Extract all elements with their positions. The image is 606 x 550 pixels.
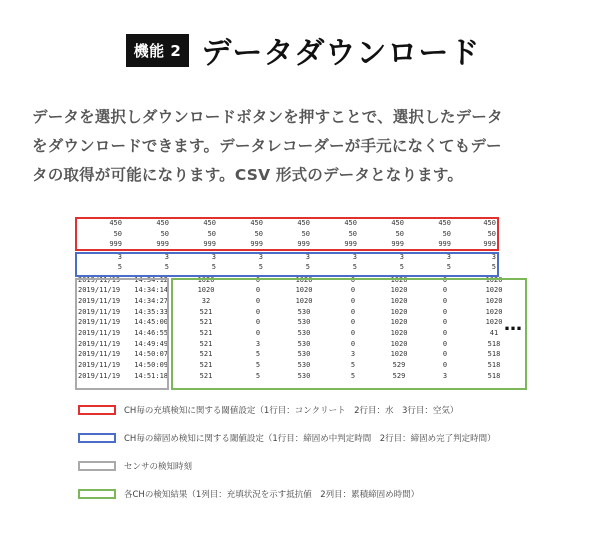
table-cell: 2019/11/19 — [78, 371, 121, 380]
table-cell: 3 — [117, 252, 122, 261]
result-highlight-box — [171, 278, 527, 390]
table-cell: 1020 — [390, 296, 408, 305]
table-cell: 450 — [250, 219, 263, 227]
table-cell: 450 — [391, 219, 404, 227]
table-cell: 530 — [297, 361, 311, 370]
table-cell: 14:35:33 — [134, 307, 168, 316]
table-cell: 530 — [297, 339, 311, 348]
table-cell: 450 — [109, 219, 122, 227]
table-cell: 999 — [344, 240, 357, 248]
table-cell: 0 — [350, 318, 356, 327]
table-cell: 3 — [442, 371, 448, 380]
table-cell: 50 — [442, 229, 451, 238]
table-cell: 0 — [442, 339, 448, 348]
table-cell: 2019/11/19 — [78, 329, 121, 337]
table-cell: 450 — [438, 219, 451, 227]
table-cell: 1020 — [485, 307, 503, 316]
table-cell: 521 — [199, 350, 213, 359]
table-cell: 0 — [255, 275, 261, 284]
table-cell: 5 — [399, 263, 404, 271]
table-cell: 5 — [211, 263, 216, 271]
table-cell: 0 — [255, 318, 261, 327]
table-cell: 41 — [489, 329, 499, 337]
table-cell: 50 — [301, 229, 310, 238]
table-cell: 3 — [255, 339, 261, 348]
table-cell: 0 — [255, 296, 261, 305]
table-cell: 3 — [211, 252, 216, 261]
table-cell: 3 — [399, 252, 404, 261]
table-cell: 3 — [258, 252, 263, 261]
table-cell: 3 — [352, 252, 357, 261]
time-highlight-box — [75, 278, 169, 390]
table-cell: 1020 — [485, 286, 503, 295]
table-cell: 1020 — [485, 318, 503, 327]
table-cell: 1020 — [295, 296, 313, 305]
legend-item-cure — [78, 432, 496, 444]
table-cell: 0 — [442, 318, 448, 327]
table-cell: 14:50:09 — [134, 361, 168, 370]
legend-item-threshold — [78, 404, 458, 416]
page-title: データダウンロード — [201, 36, 481, 71]
table-cell: 1020 — [390, 307, 408, 316]
description-line: をダウンロードできます。データレコーダーが手元になくてもデー — [32, 137, 502, 155]
table-cell: 999 — [483, 240, 496, 248]
table-cell: 14:34:14 — [134, 286, 168, 295]
table-cell: 1020 — [390, 318, 408, 327]
table-cell: 5 — [491, 263, 496, 271]
table-cell: 530 — [297, 329, 311, 337]
table-cell: 530 — [297, 350, 311, 359]
cure-highlight-box — [75, 252, 499, 277]
table-cell: 0 — [442, 350, 448, 359]
table-cell: 0 — [442, 329, 448, 337]
legend-item-time — [78, 460, 192, 472]
more-columns-indicator: … — [504, 314, 523, 335]
legend-text: 各CHの検知結果（1列目：充填状況を示す抵抗値 2列目：累積締固め時間） — [124, 490, 420, 500]
table-cell: 0 — [442, 275, 448, 284]
table-cell: 1020 — [485, 296, 503, 305]
table-cell: 5 — [446, 263, 451, 271]
table-cell: 1020 — [295, 286, 313, 295]
table-cell: 0 — [255, 286, 261, 295]
legend-swatch — [78, 489, 116, 499]
table-cell: 0 — [350, 296, 356, 305]
table-cell: 0 — [442, 307, 448, 316]
table-cell: 521 — [199, 307, 213, 316]
table-cell: 3 — [350, 350, 356, 359]
table-cell: 0 — [350, 275, 356, 284]
table-cell: 999 — [250, 240, 263, 248]
table-cell: 3 — [446, 252, 451, 261]
table-cell: 2019/11/19 — [78, 361, 121, 370]
table-cell: 1020 — [197, 275, 215, 284]
table-cell: 0 — [350, 307, 356, 316]
table-cell: 50 — [207, 229, 216, 238]
table-cell: 5 — [305, 263, 310, 271]
table-cell: 999 — [391, 240, 404, 248]
legend-swatch — [78, 433, 116, 443]
table-cell: 5 — [350, 371, 356, 380]
threshold-highlight-box — [75, 217, 499, 251]
table-cell: 14:49:49 — [134, 339, 168, 348]
table-cell: 0 — [255, 307, 261, 316]
table-cell: 5 — [255, 361, 261, 370]
legend-swatch — [78, 461, 116, 471]
legend-text: CH毎の締固め検知に関する閾値設定（1行目：締固め中判定時間 2行目：締固め完了判定時間） — [124, 434, 496, 444]
table-cell: 0 — [442, 286, 448, 295]
table-cell: 5 — [258, 263, 263, 271]
table-cell: 5 — [255, 350, 261, 359]
table-cell: 3 — [164, 252, 169, 261]
table-cell: 1020 — [390, 286, 408, 295]
table-cell: 5 — [117, 263, 122, 271]
table-cell: 0 — [442, 361, 448, 370]
table-cell: 50 — [113, 229, 122, 238]
table-cell: 2019/11/19 — [78, 350, 121, 359]
legend-text: センサの検知時刻 — [124, 462, 193, 472]
description-line: タの取得が可能になります。CSV 形式のデータとなります。 — [32, 166, 464, 184]
table-cell: 999 — [109, 240, 122, 248]
table-cell: 14:50:07 — [134, 350, 168, 359]
table-cell: 518 — [487, 350, 501, 359]
table-cell: 14:46:55 — [134, 329, 168, 337]
table-cell: 521 — [199, 371, 213, 380]
table-cell: 2019/11/19 — [78, 275, 121, 284]
table-cell: 14:45:00 — [134, 318, 168, 327]
table-cell: 521 — [199, 361, 213, 370]
table-cell: 50 — [395, 229, 404, 238]
table-cell: 0 — [350, 286, 356, 295]
table-cell: 3 — [491, 252, 496, 261]
table-cell: 1020 — [390, 329, 408, 337]
table-cell: 3 — [305, 252, 310, 261]
table-cell: 5 — [255, 371, 261, 380]
table-cell: 5 — [352, 263, 357, 271]
table-cell: 50 — [348, 229, 357, 238]
table-cell: 999 — [203, 240, 216, 248]
table-cell: 1020 — [485, 275, 503, 284]
table-cell: 450 — [203, 219, 216, 227]
table-cell: 1020 — [295, 275, 313, 284]
table-cell: 32 — [201, 296, 211, 305]
table-cell: 518 — [487, 361, 501, 370]
table-cell: 1020 — [390, 275, 408, 284]
legend-text: CH毎の充填検知に関する閾値設定（1行目：コンクリート 2行目：水 3行目：空気） — [124, 406, 459, 416]
table-cell: 2019/11/19 — [78, 339, 121, 348]
legend-item-result — [78, 488, 419, 500]
table-cell: 521 — [199, 339, 213, 348]
feature-badge: 機能 2 — [126, 34, 190, 67]
table-cell: 0 — [255, 329, 261, 337]
description-line: データを選択しダウンロードボタンを押すことで、選択したデータ — [32, 108, 503, 126]
table-cell: 999 — [438, 240, 451, 248]
table-cell: 14:34:12 — [134, 275, 168, 284]
table-cell: 518 — [487, 339, 501, 348]
table-cell: 521 — [199, 329, 213, 337]
table-cell: 1020 — [390, 339, 408, 348]
table-cell: 14:51:18 — [134, 371, 168, 380]
table-cell: 450 — [156, 219, 169, 227]
table-cell: 518 — [487, 371, 501, 380]
table-cell: 529 — [392, 371, 406, 380]
table-cell: 1020 — [197, 286, 215, 295]
table-cell: 999 — [156, 240, 169, 248]
table-cell: 529 — [392, 361, 406, 370]
table-cell: 521 — [199, 318, 213, 327]
table-cell: 2019/11/19 — [78, 318, 121, 327]
table-cell: 2019/11/19 — [78, 307, 121, 316]
table-cell: 999 — [297, 240, 310, 248]
table-cell: 50 — [487, 229, 496, 238]
table-cell: 5 — [350, 361, 356, 370]
table-cell: 450 — [483, 219, 496, 227]
table-cell: 0 — [350, 339, 356, 348]
table-cell: 14:34:27 — [134, 296, 168, 305]
table-cell: 1020 — [390, 350, 408, 359]
table-cell: 0 — [442, 296, 448, 305]
table-cell: 450 — [297, 219, 310, 227]
table-cell: 2019/11/19 — [78, 286, 121, 295]
table-cell: 5 — [164, 263, 169, 271]
description — [32, 103, 577, 190]
table-cell: 530 — [297, 371, 311, 380]
header — [0, 28, 606, 72]
table-cell: 530 — [297, 307, 311, 316]
table-cell: 0 — [350, 329, 356, 337]
legend-swatch — [78, 405, 116, 415]
table-cell: 50 — [160, 229, 169, 238]
table-cell: 450 — [344, 219, 357, 227]
table-cell: 530 — [297, 318, 311, 327]
table-cell: 50 — [254, 229, 263, 238]
table-cell: 2019/11/19 — [78, 296, 121, 305]
